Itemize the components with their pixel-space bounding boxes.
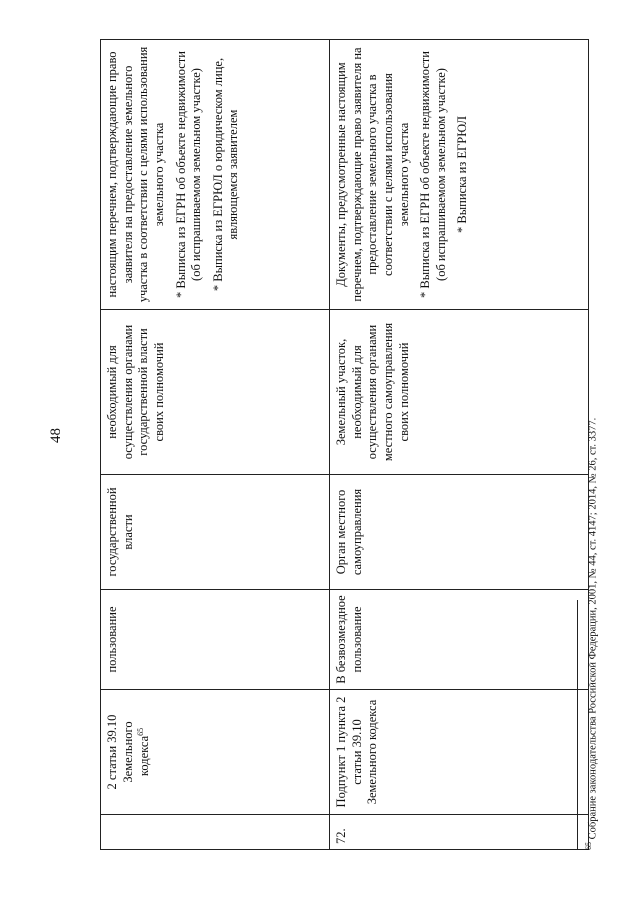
land-plot-table bbox=[100, 39, 589, 850]
documents-cell bbox=[330, 40, 589, 310]
document-item: * Выписка из ЕГРЮЛ о юридическом лице, являющемся заявителем bbox=[210, 57, 241, 292]
provision-type-cell: пользование bbox=[101, 590, 330, 690]
document-item: * Выписка из ЕГРН об объекте недвижимости (об испрашиваемом земельном участке) bbox=[418, 51, 448, 298]
authority-cell: государственной власти bbox=[101, 475, 330, 590]
provision-type-cell: В безвозмездное пользование bbox=[330, 590, 589, 690]
row-number-cell bbox=[101, 815, 330, 850]
authority-cell: Орган местного самоуправления bbox=[330, 475, 589, 590]
footnote bbox=[584, 40, 599, 850]
footnote-text: Собрание законодательства Российской Федерации, 2001, № 44, ст. 4147; 2014, № 26, ст. 3377. bbox=[587, 417, 599, 840]
table-row bbox=[101, 40, 330, 850]
documents-cell bbox=[101, 40, 330, 310]
legal-basis-line: 2 статьи 39.10 bbox=[105, 714, 119, 790]
document-sheet bbox=[90, 40, 630, 850]
legal-basis-line: кодекса bbox=[137, 735, 152, 777]
document-item: * Выписка из ЕГРЮЛ bbox=[455, 116, 470, 233]
legal-basis-cell bbox=[101, 690, 330, 815]
legal-basis-cell: Подпункт 1 пункта 2 статьи 39.10 Земельного кодекса bbox=[330, 690, 589, 815]
legal-basis-line: Земельного bbox=[120, 721, 135, 783]
land-plot-cell: Земельный участок, необходимый для осуществления органами местного самоуправления своих полномочий bbox=[330, 310, 589, 475]
document-item: Документы, предусмотренные настоящим перечнем, подтверждающие право заявителя на предоставление земельного участка в соответствии с целями использования земельного участка bbox=[334, 47, 411, 302]
document-item: * Выписка из ЕГРН об объекте недвижимости (об испрашиваемом земельном участке) bbox=[173, 51, 204, 298]
document-item: настоящим перечнем, подтверждающие право заявителя на предоставление земельного участка в соответствии с целями использования земельного участка bbox=[105, 46, 166, 303]
row-number-cell: 72. bbox=[330, 815, 589, 850]
page-number: 48 bbox=[48, 428, 64, 443]
footnote-divider bbox=[577, 600, 578, 850]
land-plot-cell: необходимый для осуществления органами государственной власти своих полномочий bbox=[101, 310, 330, 475]
table-row bbox=[330, 40, 589, 850]
footnote-reference: 65 bbox=[136, 727, 146, 736]
footnote-marker: 65 bbox=[584, 842, 593, 850]
